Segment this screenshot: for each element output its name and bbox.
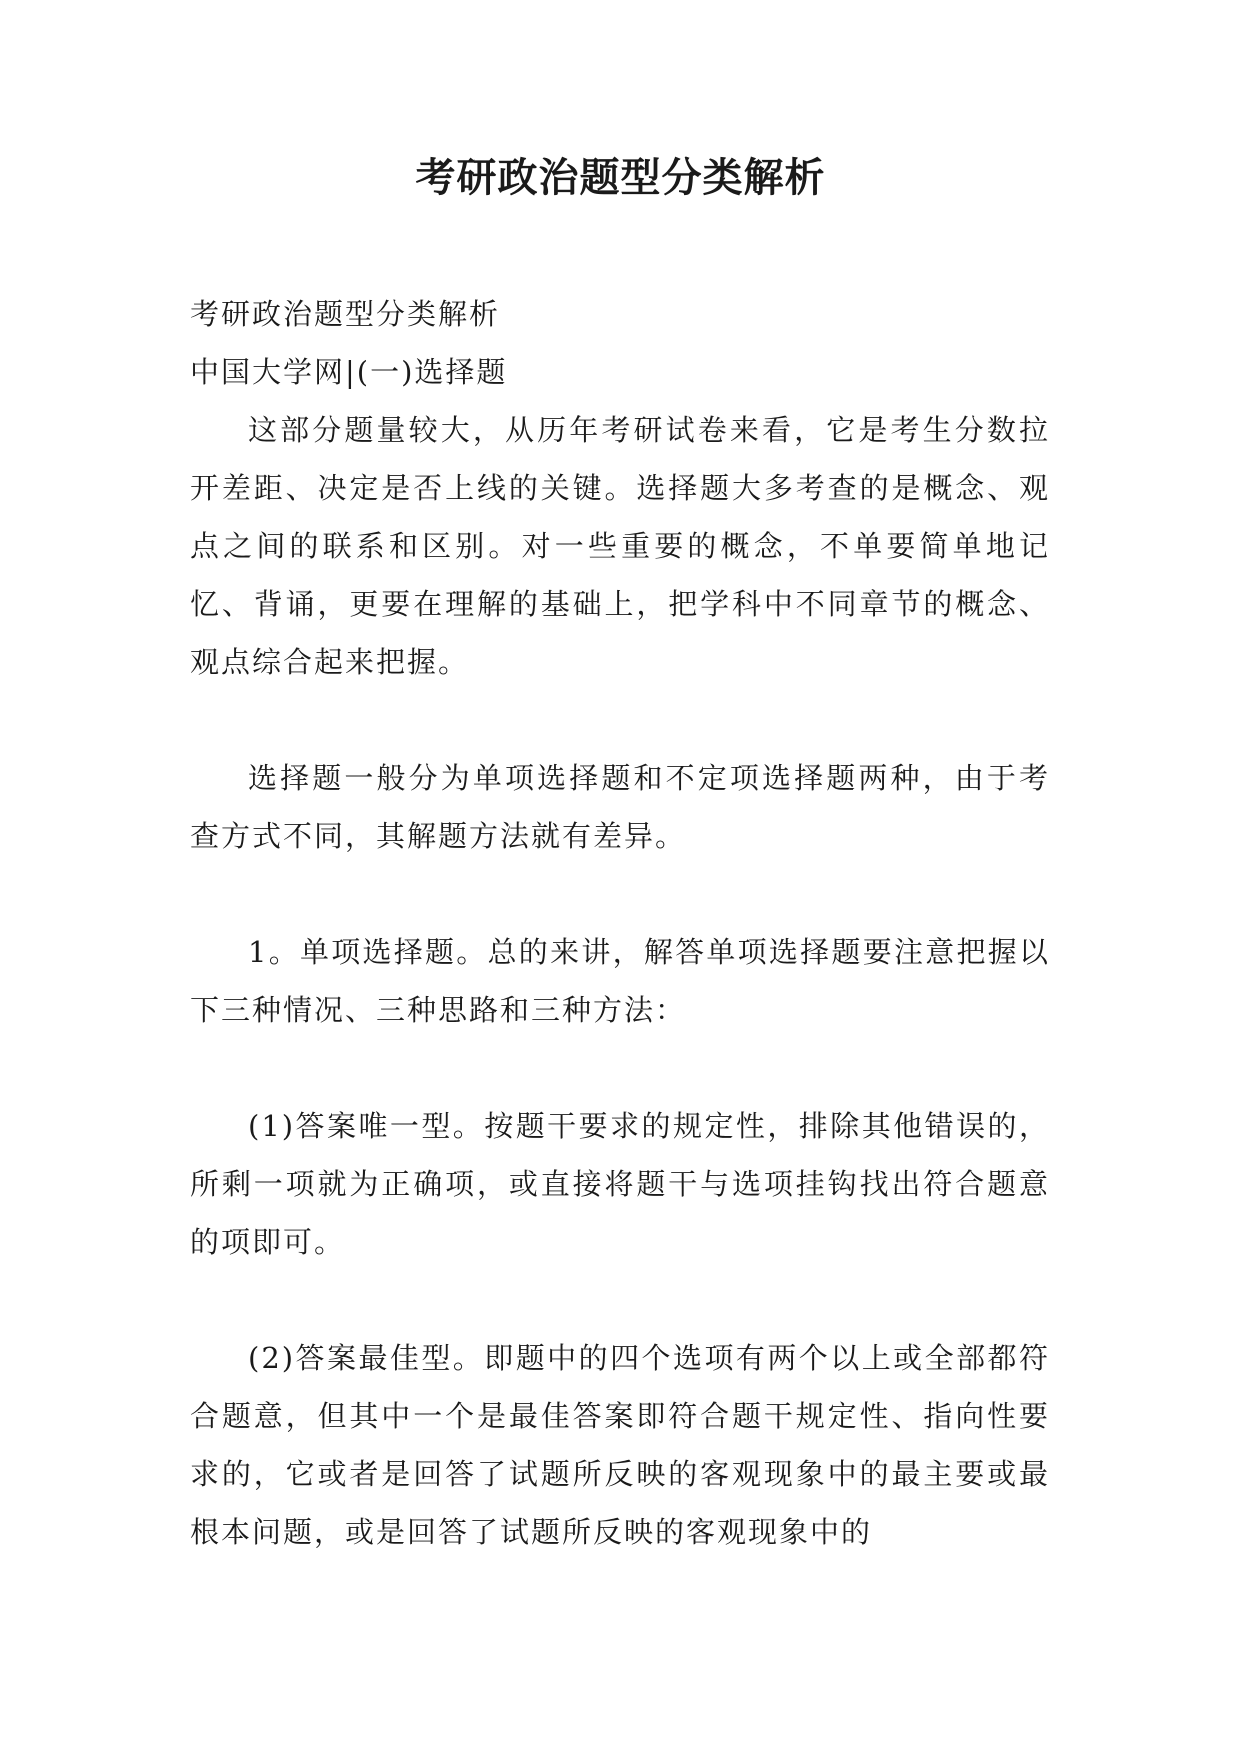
paragraph-spacer <box>190 1271 1050 1329</box>
paragraph-unique-answer: (1)答案唯一型。按题干要求的规定性，排除其他错误的，所剩一项就为正确项，或直接将题干与选项挂钩找出符合题意的项即可。 <box>190 1109 1050 1259</box>
paragraph-single-choice: 1。单项选择题。总的来讲，解答单项选择题要注意把握以下三种情况、三种思路和三种方法： <box>190 935 1050 1027</box>
paragraph-best-answer: (2)答案最佳型。即题中的四个选项有两个以上或全部都符合题意，但其中一个是最佳答案即符合题干规定性、指向性要求的，它或者是回答了试题所反映的客观现象中的最主要或最根本问题，或是回答了试题所反映的客观现象中的 <box>190 1341 1050 1549</box>
paragraph-types: 选择题一般分为单项选择题和不定项选择题两种，由于考查方式不同，其解题方法就有差异。 <box>190 761 1050 853</box>
paragraph-spacer <box>190 691 1050 749</box>
document-body <box>190 285 1050 1561</box>
paragraph-intro: 这部分题量较大，从历年考研试卷来看，它是考生分数拉开差距、决定是否上线的关键。选择题大多考查的是概念、观点之间的联系和区别。对一些重要的概念，不单要简单地记忆、背诵，更要在理解的基础上，把学科中不同章节的概念、观点综合起来把握。 <box>190 413 1050 679</box>
source-line: 中国大学网|(一)选择题 <box>190 355 508 389</box>
document-subtitle: 考研政治题型分类解析 <box>190 297 501 331</box>
paragraph-spacer <box>190 1039 1050 1097</box>
paragraph-spacer <box>190 865 1050 923</box>
document-title: 考研政治题型分类解析 <box>415 154 826 201</box>
